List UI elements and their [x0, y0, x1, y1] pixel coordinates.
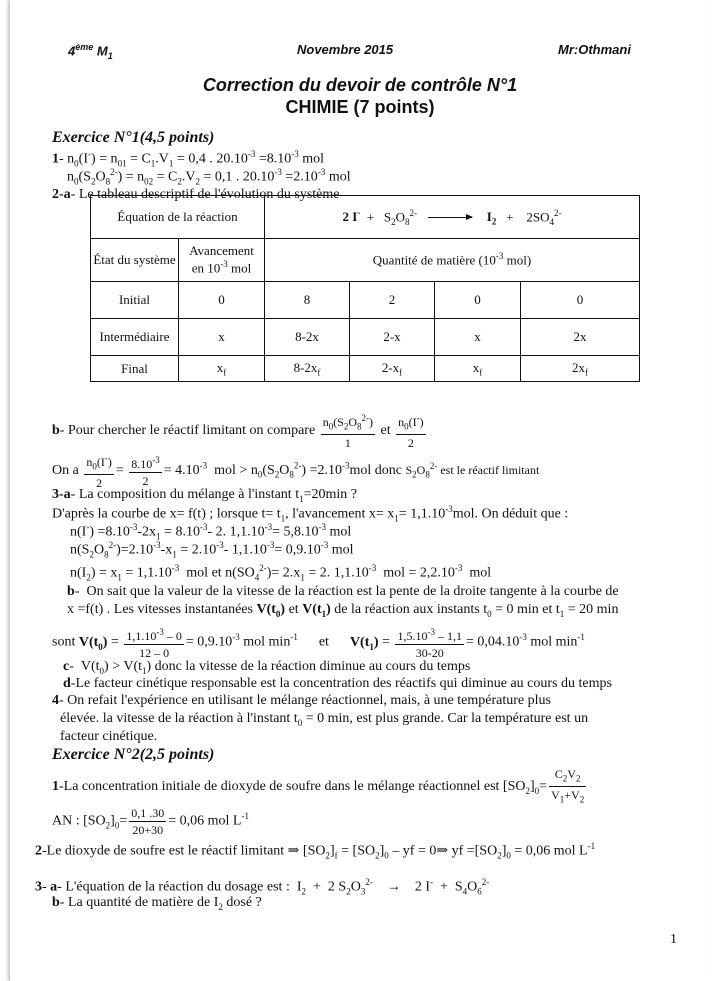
cell-sulfate: 2x: [521, 319, 640, 356]
teacher-name: Mr:Othmani: [558, 42, 631, 57]
ex2-q3a: 3- a- L'équation de la réaction du dosage est : $I_2 + 2$ $S_2O_3^{2-}$ → 2 $I^- + S_4O_6^{2-}$: [35, 877, 490, 897]
table-row: [91, 239, 640, 282]
cell-iodide: 8-2x: [265, 319, 350, 356]
ex1-q3a-line1: 3-a- La composition du mélange à l'instant $t_1=20\min$ ?: [52, 487, 357, 504]
equation-label: Équation de la réaction: [91, 196, 265, 239]
cell-iodine: 0: [435, 282, 521, 319]
exercise-2-heading: Exercice N°2(2,5 points): [52, 746, 215, 763]
ex1-q4-line2: élevée. la vitesse de la réaction à l'instant $t_0 = 0$ min, est plus grande. Car la température est un: [60, 711, 589, 728]
table-row: [91, 356, 640, 382]
row-state: Final: [91, 356, 179, 382]
page-title: Correction du devoir de contrôle N°1: [202, 75, 518, 95]
exam-date: Novembre 2015: [297, 42, 394, 57]
row-advance: 0: [179, 282, 265, 319]
ex1-q3a-line4: $n(S_2O_8^{2-})=2.10^{-3}-x_1 = 2.10^{-3}-$ $1,1.10^{-3}= 0,9.10^{-3}$ mol: [70, 540, 354, 560]
ex1-q3b-line2: x =f(t) . Les vitesses instantanées $V(t_0)$ et $V(t_1)$ de la réaction aux instants $t_0 = 0$ min et $t_1 = 20$ min: [67, 602, 619, 619]
cell-persulfate: $2-x_f$: [350, 356, 435, 382]
page-subtitle: CHIMIE (7 points): [285, 97, 435, 117]
ex2-q3b: b- La quantité de matière de $I_2$ dosé ?: [52, 895, 262, 912]
arrow-icon: [428, 217, 472, 218]
ex1-q3a-line3: $n(I^-) =8.10^{-3}-2x_1 = 8.10^{-3}-$ 2. $1,1.10^{-3}= 5,8.10^{-3}$ mol: [70, 522, 352, 542]
ex2-an: AN : $[SO_2]_0=$ $\frac{0,1 .30}{20+30}$ = 0,06 mol $L^{-1}$: [52, 806, 249, 837]
ex1-q3a-line2: D'après la courbe de x= f(t) ; lorsque $t= t_1$, l'avancement $x= x_1= 1,1.10^{-3}mol$. On déduit que :: [52, 504, 569, 524]
ex1-q4-line3: facteur cinétique.: [60, 729, 158, 744]
cell-sulfate: 0: [521, 282, 640, 319]
ex1-q1-line2: $n_0(S_2O_8^{2-}) = n_{02} = C_2.V_2 = 0,1$ . $20.10^{-3} =2.10^{-3}$ mol: [67, 167, 351, 187]
reaction-equation: 2 $I^- + S_2O_8^{2-}$ $I_2$ + $2SO_4^{2-}$: [265, 196, 640, 239]
ex1-q3b-line1: b- On sait que la valeur de la vitesse de la réaction est la pente de la droite tangente à la courbe de: [67, 584, 619, 599]
document-page: [10, 0, 710, 981]
ex1-q3c: c- $V(t_0) > V(t_1)$ donc la vitesse de la réaction diminue au cours du temps: [63, 659, 471, 676]
cell-iodide: 8: [265, 282, 350, 319]
ex1-q1-line1: 1- $n_0(I^-) = n_{01} = C_1.V_1 = 0,4$ . $20.10^{-3} =8.10^{-3}$ mol: [52, 149, 325, 169]
state-label: État du système: [91, 239, 179, 282]
cell-iodine: x: [435, 319, 521, 356]
table-row: [91, 282, 640, 319]
cell-iodine: $x_f$: [435, 356, 521, 382]
row-state: Initial: [91, 282, 179, 319]
ex1-q3d: d-Le facteur cinétique responsable est la concentration des réactifs qui diminue au cours du temps: [63, 676, 612, 691]
cell-sulfate: $2x_f$: [521, 356, 640, 382]
ex1-q2b: b- Pour chercher le réactif limitant on compare $\frac{n_0(S_2O_8^{2-})}{1}$ et $\frac{n_0(I^-)}{2}$: [52, 410, 428, 451]
row-advance: x: [179, 319, 265, 356]
row-state: Intermédiaire: [91, 319, 179, 356]
cell-persulfate: 2: [350, 282, 435, 319]
cell-iodide: $8-2x_f$: [265, 356, 350, 382]
cell-persulfate: 2-x: [350, 319, 435, 356]
ex1-q2a: 2-a- Le tableau descriptif de l'évolution du système: [52, 187, 340, 202]
ex2-q1: 1-La concentration initiale de dioxyde de soufre dans le mélange réactionnel est $[SO_2]_0=$ $\frac{C_2V_2}{V_1+V_2}$: [52, 767, 585, 805]
quantity-label: Quantité de matière ($10^{-3}$ mol): [265, 239, 640, 282]
table-row: [91, 196, 640, 239]
ex1-q4-line1: 4- On refait l'expérience en utilisant le mélange réactionnel, mais, à une température plus: [52, 693, 551, 708]
exercise-1-heading: Exercice N°1(4,5 points): [52, 129, 215, 146]
table-row: [91, 319, 640, 356]
ex2-q2: 2-Le dioxyde de soufre est le réactif limitant ⇒ $[SO_2]_f = [SO_2]_0$ – yf = 0⇒ yf $=[SO_2]_0 = 0,06$ mol $L^{-1}$: [35, 841, 596, 861]
page-number: 1: [670, 932, 677, 947]
evolution-table: [90, 195, 640, 382]
class-label: 4ème $M_1$: [68, 42, 113, 61]
ex1-q3b-line3: sont $V(t_0)$ = $\frac{1,1.10^{-3} - 0}{12 - 0}$ = $0,9.10^{-3}$ mol $\min^{-1}$ et $V(t_1)$ = $\frac{1,5.10^{-3} - 1,1}{30-20}$ = $0,04.10^{-3}$ mol $\min^{-1}$: [52, 624, 585, 661]
ex1-q2b-result: On a $\frac{n_0(I^-)}{2}$ = $\frac{8.10^{-3}}{2}$ = $4.10^{-3}$ mol > $n_0(S_2O_8^{2-}) =2.10^{-3}mol$ donc $S_2O_8^{2-}$ est le réactif limitant: [52, 450, 539, 491]
ex1-q3a-line5: $n(I_2) = x_1 = 1,1.10^{-3}$ mol et $n(SO_4^{2-})= 2.x_1 = 2$. $1,1.10^{-3}$ mol = $2,2.10^{-3}$ mol: [70, 563, 492, 583]
advance-label: Avancement en $10^{-3}$ mol: [179, 239, 265, 282]
row-advance: $x_f$: [179, 356, 265, 382]
